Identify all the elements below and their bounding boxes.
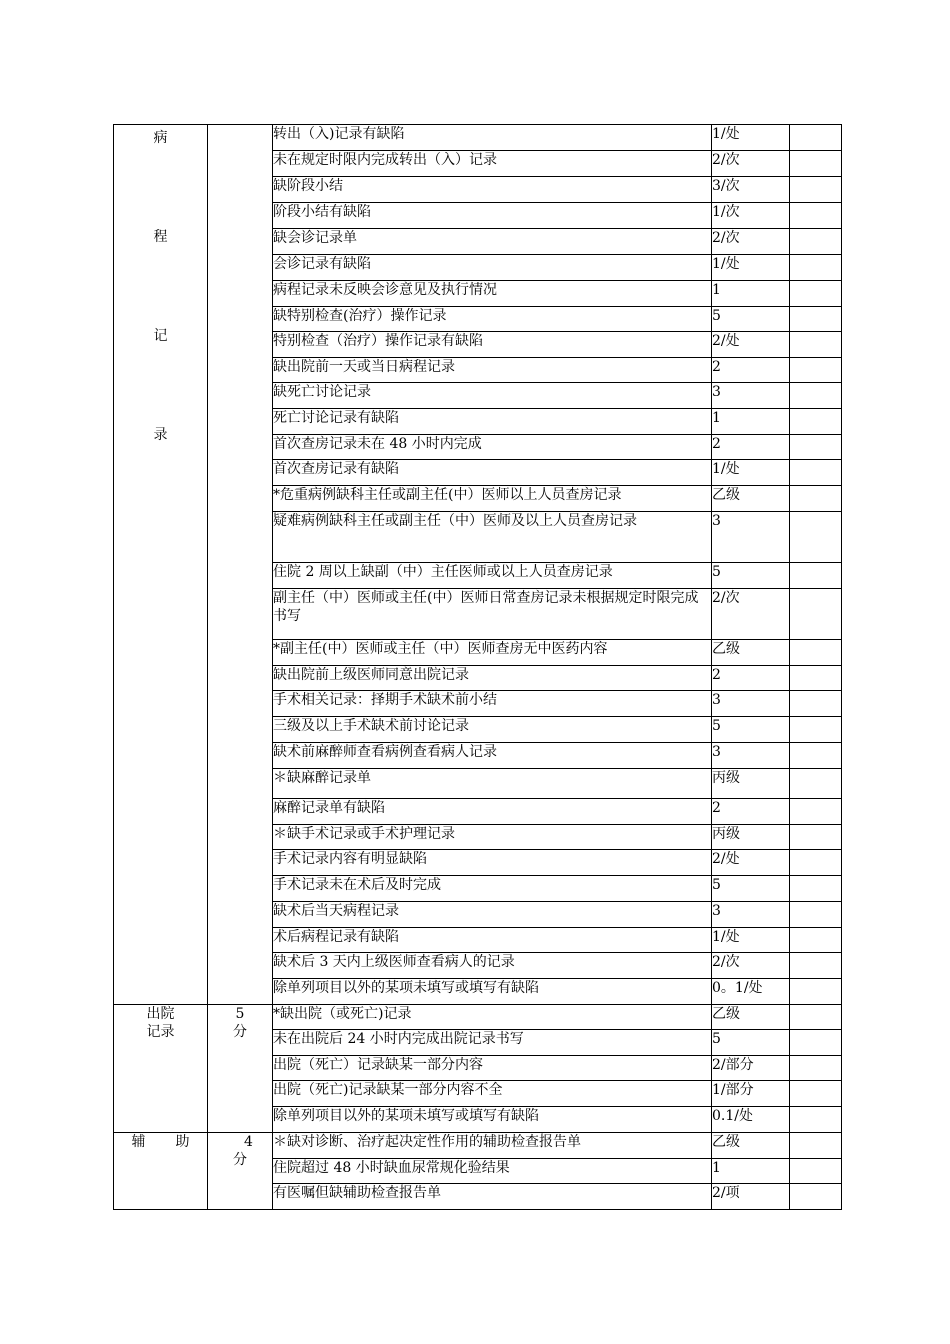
blank-cell — [790, 589, 842, 640]
item-text: 缺术前麻醉师查看病例查看病人记录 — [273, 743, 712, 769]
item-text: 除单列项目以外的某项未填写或填写有缺陷 — [273, 1107, 712, 1133]
item-text: 缺术后当天病程记录 — [273, 902, 712, 928]
blank-cell — [790, 460, 842, 486]
section-points — [208, 1005, 273, 1133]
section-points-line: 分 — [233, 1024, 247, 1040]
section-title — [114, 1133, 208, 1210]
blank-cell — [790, 717, 842, 743]
blank-cell — [790, 769, 842, 799]
blank-cell — [790, 666, 842, 691]
section-points-line: 分 — [233, 1152, 247, 1168]
deduction-value: 5 — [712, 876, 790, 902]
item-text: 住院 2 周以上缺副（中）主任医师或以上人员查房记录 — [273, 563, 712, 589]
section-title — [114, 1005, 208, 1133]
item-text: 特别检查（治疗）操作记录有缺陷 — [273, 332, 712, 358]
item-text: 阶段小结有缺陷 — [273, 203, 712, 229]
item-text: 会诊记录有缺陷 — [273, 255, 712, 281]
item-text: ＊缺麻醉记录单 — [273, 769, 712, 799]
item-text: 病程记录未反映会诊意见及执行情况 — [273, 281, 712, 307]
deduction-value: 乙级 — [712, 486, 790, 512]
deduction-value: 1 — [712, 1159, 790, 1184]
blank-cell — [790, 1081, 842, 1107]
item-text: 手术相关记录：择期手术缺术前小结 — [273, 691, 712, 717]
deduction-value: 2 — [712, 435, 790, 460]
blank-cell — [790, 928, 842, 953]
item-text: 出院（死亡)记录缺某一部分内容不全 — [273, 1081, 712, 1107]
item-text: 缺特别检查(治疗）操作记录 — [273, 307, 712, 332]
blank-cell — [790, 979, 842, 1005]
blank-cell — [790, 281, 842, 307]
item-text: 术后病程记录有缺陷 — [273, 928, 712, 953]
item-text: 疑难病例缺科主任或副主任（中）医师及以上人员查房记录 — [273, 512, 712, 563]
item-text: 有医嘱但缺辅助检查报告单 — [273, 1184, 712, 1210]
blank-cell — [790, 850, 842, 876]
section-title-line: 记录 — [146, 1024, 175, 1040]
deduction-value: 2 — [712, 666, 790, 691]
item-text: 出院（死亡）记录缺某一部分内容 — [273, 1056, 712, 1081]
section-title-char: 助 — [175, 1134, 190, 1150]
section-points-line: 5 — [235, 1006, 245, 1022]
item-text: 缺会诊记录单 — [273, 229, 712, 255]
item-text: *危重病例缺科主任或副主任(中）医师以上人员查房记录 — [273, 486, 712, 512]
blank-cell — [790, 953, 842, 979]
deduction-value: 丙级 — [712, 769, 790, 799]
table-row — [114, 125, 842, 151]
item-text: 未在规定时限内完成转出（入）记录 — [273, 151, 712, 177]
deduction-value: 2/次 — [712, 151, 790, 177]
blank-cell — [790, 409, 842, 435]
blank-cell — [790, 512, 842, 563]
item-text: 住院超过 48 小时缺血尿常规化验结果 — [273, 1159, 712, 1184]
deduction-value: 5 — [712, 717, 790, 743]
item-text: *缺出院（或死亡)记录 — [273, 1005, 712, 1030]
section-title-char: 录 — [153, 427, 168, 443]
item-text: 三级及以上手术缺术前讨论记录 — [273, 717, 712, 743]
section-title-line: 出院 — [146, 1006, 175, 1022]
blank-cell — [790, 229, 842, 255]
blank-cell — [790, 563, 842, 589]
scoring-table — [113, 124, 842, 1210]
blank-cell — [790, 486, 842, 512]
item-text: 缺出院前上级医师同意出院记录 — [273, 666, 712, 691]
deduction-value: 2/项 — [712, 1184, 790, 1210]
blank-cell — [790, 435, 842, 460]
blank-cell — [790, 743, 842, 769]
blank-cell — [790, 799, 842, 825]
blank-cell — [790, 203, 842, 229]
deduction-value: 3/次 — [712, 177, 790, 203]
blank-cell — [790, 332, 842, 358]
blank-cell — [790, 255, 842, 281]
item-text: 首次查房记录未在 48 小时内完成 — [273, 435, 712, 460]
deduction-value: 3 — [712, 902, 790, 928]
deduction-value: 2 — [712, 358, 790, 383]
deduction-value: 2/次 — [712, 589, 790, 640]
deduction-value: 0.1/处 — [712, 1107, 790, 1133]
table-row — [114, 1133, 842, 1159]
deduction-value: 乙级 — [712, 1133, 790, 1159]
deduction-value: 1 — [712, 281, 790, 307]
item-text: 缺死亡讨论记录 — [273, 383, 712, 409]
deduction-value: 5 — [712, 1030, 790, 1056]
section-title-char: 记 — [153, 328, 168, 344]
blank-cell — [790, 1184, 842, 1210]
deduction-value: 2/次 — [712, 229, 790, 255]
item-text: 手术记录未在术后及时完成 — [273, 876, 712, 902]
deduction-value: 2/次 — [712, 953, 790, 979]
section-title — [114, 125, 208, 1005]
deduction-value: 2 — [712, 799, 790, 825]
item-text: 未在出院后 24 小时内完成出院记录书写 — [273, 1030, 712, 1056]
item-text: 转出（入)记录有缺陷 — [273, 125, 712, 151]
blank-cell — [790, 1133, 842, 1159]
deduction-value: 0。1/处 — [712, 979, 790, 1005]
deduction-value: 1 — [712, 409, 790, 435]
item-text: 缺阶段小结 — [273, 177, 712, 203]
item-text: 缺出院前一天或当日病程记录 — [273, 358, 712, 383]
item-text: ＊缺手术记录或手术护理记录 — [273, 825, 712, 850]
blank-cell — [790, 383, 842, 409]
deduction-value: 1/处 — [712, 928, 790, 953]
item-text: 麻醉记录单有缺陷 — [273, 799, 712, 825]
deduction-value: 3 — [712, 383, 790, 409]
blank-cell — [790, 151, 842, 177]
blank-cell — [790, 1107, 842, 1133]
deduction-value: 5 — [712, 563, 790, 589]
blank-cell — [790, 640, 842, 666]
blank-cell — [790, 691, 842, 717]
blank-cell — [790, 177, 842, 203]
item-text: 副主任（中）医师或主任(中）医师日常查房记录未根据规定时限完成书写 — [273, 589, 712, 640]
item-text: 缺术后 3 天内上级医师查看病人的记录 — [273, 953, 712, 979]
blank-cell — [790, 825, 842, 850]
blank-cell — [790, 358, 842, 383]
deduction-value: 5 — [712, 307, 790, 332]
item-text: 首次查房记录有缺陷 — [273, 460, 712, 486]
section-title-char: 程 — [153, 229, 168, 245]
blank-cell — [790, 1056, 842, 1081]
deduction-value: 2/处 — [712, 850, 790, 876]
section-title-char: 辅 — [131, 1134, 146, 1150]
deduction-value: 2/部分 — [712, 1056, 790, 1081]
section-points-line: 4 — [244, 1134, 253, 1150]
blank-cell — [790, 1030, 842, 1056]
deduction-value: 1/处 — [712, 125, 790, 151]
table-row — [114, 1005, 842, 1030]
deduction-value: 3 — [712, 691, 790, 717]
item-text: 手术记录内容有明显缺陷 — [273, 850, 712, 876]
blank-cell — [790, 1159, 842, 1184]
blank-cell — [790, 1005, 842, 1030]
section-points — [208, 1133, 273, 1210]
deduction-value: 3 — [712, 512, 790, 563]
item-text: *副主任(中）医师或主任（中）医师查房无中医药内容 — [273, 640, 712, 666]
deduction-value: 2/处 — [712, 332, 790, 358]
deduction-value: 乙级 — [712, 640, 790, 666]
deduction-value: 1/次 — [712, 203, 790, 229]
item-text: 除单列项目以外的某项未填写或填写有缺陷 — [273, 979, 712, 1005]
blank-cell — [790, 876, 842, 902]
deduction-value: 丙级 — [712, 825, 790, 850]
deduction-value: 1/部分 — [712, 1081, 790, 1107]
item-text: ＊缺对诊断、治疗起决定性作用的辅助检查报告单 — [273, 1133, 712, 1159]
blank-cell — [790, 902, 842, 928]
deduction-value: 1/处 — [712, 255, 790, 281]
deduction-value: 1/处 — [712, 460, 790, 486]
section-title-char: 病 — [153, 130, 168, 146]
blank-cell — [790, 307, 842, 332]
blank-cell — [790, 125, 842, 151]
item-text: 死亡讨论记录有缺陷 — [273, 409, 712, 435]
section-points — [208, 125, 273, 1005]
deduction-value: 3 — [712, 743, 790, 769]
deduction-value: 乙级 — [712, 1005, 790, 1030]
